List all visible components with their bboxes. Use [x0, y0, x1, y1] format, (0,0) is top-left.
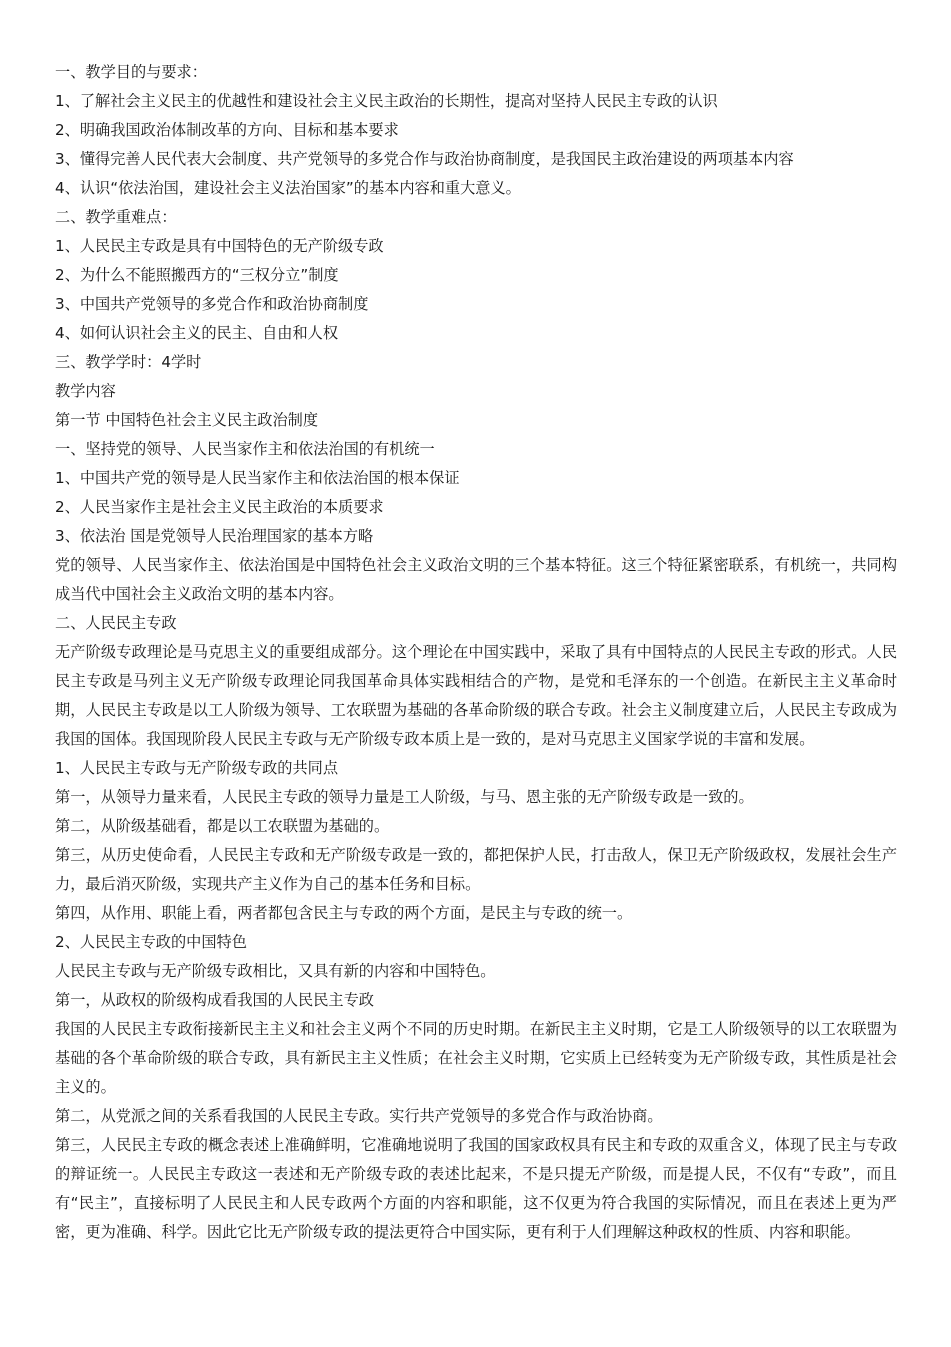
goal-item: 1、了解社会主义民主的优越性和建设社会主义民主政治的长期性，提高对坚持人民民主专政的认识 — [55, 92, 718, 110]
body-paragraph: 第三，从历史使命看，人民民主专政和无产阶级专政是一致的，都把保护人民，打击敌人，保卫无产阶级政权，发展社会生产力，最后消灭阶级，实现共产主义作为自己的基本任务和目标。 — [55, 846, 897, 893]
key-point-item: 2、为什么不能照搬西方的“三权分立”制度 — [55, 266, 339, 284]
chapter-section-title: 第一节 中国特色社会主义民主政治制度 — [55, 411, 319, 429]
key-point-item: 4、如何认识社会主义的民主、自由和人权 — [55, 324, 339, 342]
body-paragraph: 第二，从阶级基础看，都是以工农联盟为基础的。 — [55, 817, 390, 835]
body-paragraph: 第二，从党派之间的关系看我国的人民民主专政。实行共产党领导的多党合作与政治协商。 — [55, 1107, 663, 1125]
body-paragraph: 第三，人民民主专政的概念表述上准确鲜明，它准确地说明了我国的国家政权具有民主和专政的双重含义，体现了民主与专政的辩证统一。人民民主专政这一表述和无产阶级专政的表述比起来，不是只提无产阶级，而是提人民，不仅有“专政”，而且有“民主”，直接标明了人民民主和人民专政两个方面的内容和职能，这不仅更为符合我国的实际情况，而且在表述上更为严密，更为准确、科学。因此它比无产阶级专政的提法更符合中国实际，更有利于人们理解这种政权的性质、内容和职能。 — [55, 1136, 897, 1241]
body-paragraph: 人民民主专政与无产阶级专政相比，又具有新的内容和中国特色。 — [55, 962, 496, 980]
body-paragraph: 党的领导、人民当家作主、依法治国是中国特色社会主义政治文明的三个基本特征。这三个特征紧密联系，有机统一，共同构成当代中国社会主义政治文明的基本内容。 — [55, 556, 897, 603]
goal-item: 3、懂得完善人民代表大会制度、共产党领导的多党合作与政治协商制度，是我国民主政治建设的两项基本内容 — [55, 150, 794, 168]
key-point-item: 3、中国共产党领导的多党合作和政治协商制度 — [55, 295, 369, 313]
list-item: 1、中国共产党的领导是人民当家作主和依法治国的根本保证 — [55, 469, 460, 487]
subsection-heading: 一、坚持党的领导、人民当家作主和依法治国的有机统一 — [55, 440, 435, 458]
body-paragraph: 无产阶级专政理论是马克思主义的重要组成部分。这个理论在中国实践中，采取了具有中国特点的人民民主专政的形式。人民民主专政是马列主义无产阶级专政理论同我国革命具体实践相结合的产物，是党和毛泽东的一个创造。在新民主主义革命时期，人民民主专政是以工人阶级为领导、工农联盟为基础的各革命阶级的联合专政。社会主义制度建立后，人民民主专政成为我国的国体。我国现阶段人民民主专政与无产阶级专政本质上是一致的，是对马克思主义国家学说的丰富和发展。 — [55, 643, 897, 748]
body-paragraph: 我国的人民民主专政衔接新民主主义和社会主义两个不同的历史时期。在新民主主义时期，它是工人阶级领导的以工农联盟为基础的各个革命阶级的联合专政，具有新民主主义性质；在社会主义时期，它实质上已经转变为无产阶级专政，其性质是社会主义的。 — [55, 1020, 897, 1096]
list-item: 2、人民民主专政的中国特色 — [55, 933, 247, 951]
body-paragraph: 第一，从政权的阶级构成看我国的人民民主专政 — [55, 991, 374, 1009]
content-heading: 教学内容 — [55, 382, 116, 400]
section-heading-hours: 三、教学学时：4学时 — [55, 353, 202, 371]
body-paragraph: 第四，从作用、职能上看，两者都包含民主与专政的两个方面，是民主与专政的统一。 — [55, 904, 633, 922]
section-heading-goals: 一、教学目的与要求： — [55, 63, 207, 81]
list-item: 2、人民当家作主是社会主义民主政治的本质要求 — [55, 498, 384, 516]
goal-item: 4、认识“依法治国，建设社会主义法治国家”的基本内容和重大意义。 — [55, 179, 521, 197]
list-item: 1、人民民主专政与无产阶级专政的共同点 — [55, 759, 339, 777]
subsection-heading: 二、人民民主专政 — [55, 614, 177, 632]
list-item: 3、依法治 国是党领导人民治理国家的基本方略 — [55, 527, 374, 545]
key-point-item: 1、人民民主专政是具有中国特色的无产阶级专政 — [55, 237, 384, 255]
section-heading-key-points: 二、教学重难点： — [55, 208, 177, 226]
body-paragraph: 第一，从领导力量来看，人民民主专政的领导力量是工人阶级，与马、恩主张的无产阶级专政是一致的。 — [55, 788, 754, 806]
document-body — [55, 58, 897, 1247]
goal-item: 2、明确我国政治体制改革的方向、目标和基本要求 — [55, 121, 399, 139]
